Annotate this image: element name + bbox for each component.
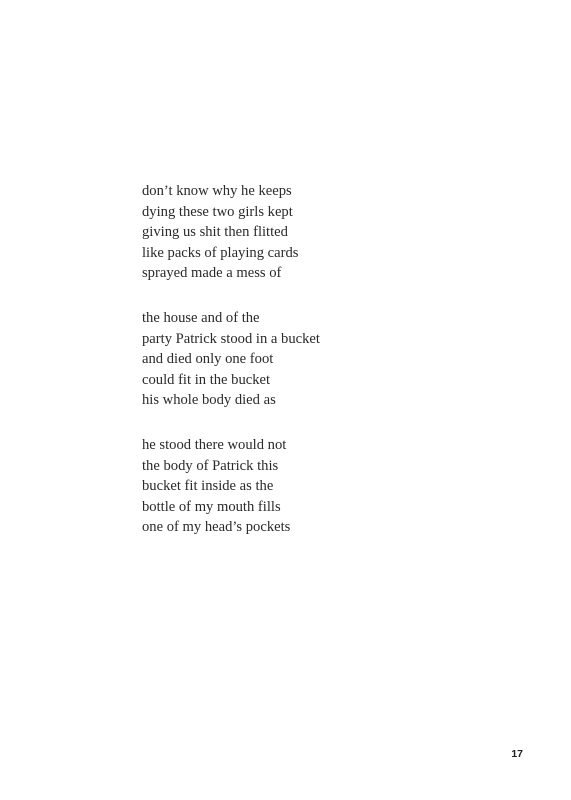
poem-line: bottle of my mouth fills: [142, 498, 281, 515]
poem-line: and died only one foot: [142, 351, 274, 368]
poem-line: his whole body died as: [142, 392, 276, 409]
poem: [142, 181, 442, 562]
poem-line: the body of Patrick this: [142, 457, 279, 474]
poem-line: bucket fit inside as the: [142, 478, 274, 495]
poem-line: he stood there would not: [142, 436, 287, 453]
poem-line: could fit in the bucket: [142, 371, 271, 388]
page-number: 17: [511, 748, 523, 760]
poem-line: the house and of the: [142, 309, 260, 326]
poem-line: one of my head’s pockets: [142, 519, 291, 536]
poem-line: dying these two girls kept: [142, 203, 293, 220]
poem-line: giving us shit then flitted: [142, 224, 288, 241]
poem-line: sprayed made a mess of: [142, 265, 282, 282]
stanza-3: [142, 435, 442, 538]
poem-line: like packs of playing cards: [142, 244, 299, 261]
stanza-2: [142, 308, 442, 411]
stanza-1: [142, 181, 442, 284]
poem-line: don’t know why he keeps: [142, 183, 292, 199]
poem-line: party Patrick stood in a bucket: [142, 330, 320, 347]
